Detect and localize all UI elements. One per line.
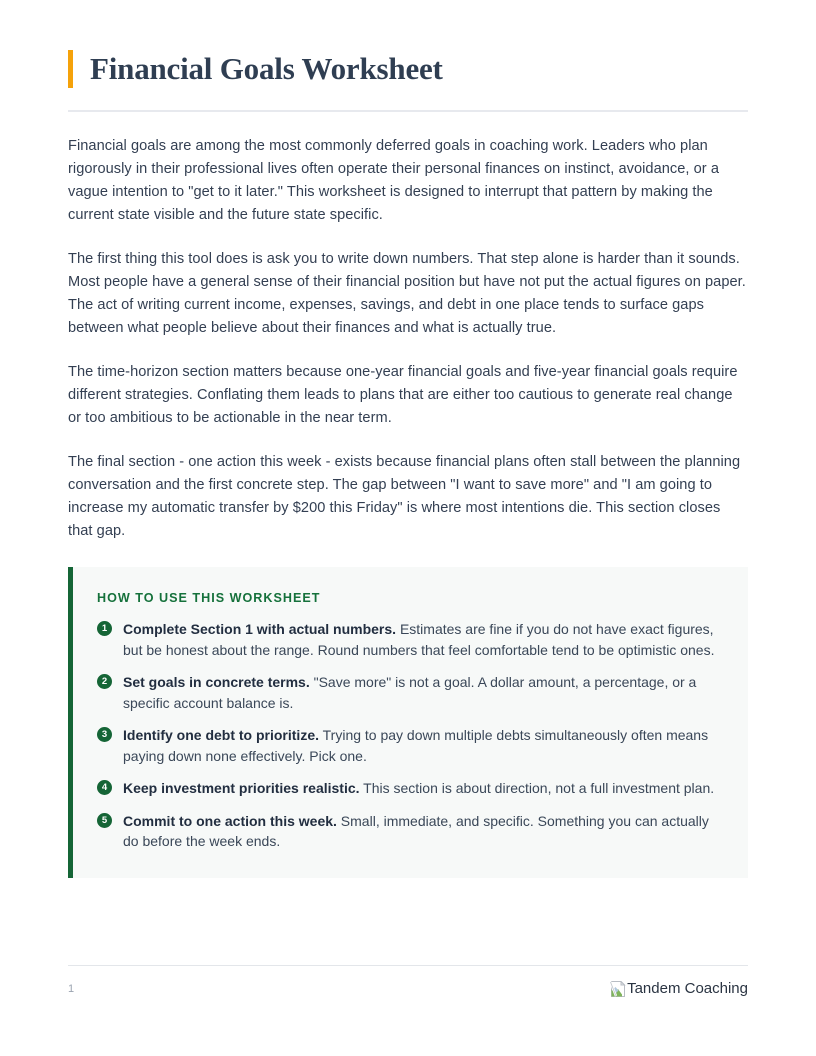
step-body-text: Small, immediate, and specific. Something you can actually do before the week ends. — [123, 812, 709, 849]
step-number-badge: 2 — [97, 674, 112, 689]
step-lead-text: Set goals in concrete terms. — [123, 674, 310, 690]
page-footer — [68, 965, 748, 998]
step-body-text: Trying to pay down multiple debts simultaneously often means paying down none effectively. Pick one. — [123, 727, 709, 764]
step-lead-text: Identify one debt to prioritize. — [123, 727, 319, 743]
step-body-text: Estimates are fine if you do not have exact figures, but be honest about the range. Round numbers that feel comfortable tend to be optimistic ones. — [123, 621, 715, 658]
callout-step-list — [97, 619, 724, 852]
paragraph-2: The first thing this tool does is ask you to write down numbers. That step alone is harder than it sounds. Most people have a general sense of their financial position but have not put the actual figures on paper. The act of writing current income, expenses, savings, and debt in one place tends to surface gaps between what people believe about their finances and what is actually true. — [68, 251, 746, 336]
paragraph-4: The final section - one action this week - exists because financial plans often stall between the planning conversation and the first concrete step. The gap between "I want to save more" and "I am going to increase my automatic transfer by $200 this Friday" is where most intentions die. This section closes that gap. — [68, 454, 741, 539]
brand-name: Tandem Coaching — [627, 980, 748, 997]
list-item — [97, 725, 724, 766]
list-item — [97, 811, 724, 852]
broken-image-icon — [610, 981, 626, 997]
title-accent-bar — [68, 50, 73, 88]
step-number-badge: 3 — [97, 727, 112, 742]
list-item — [97, 619, 724, 660]
step-number-badge: 4 — [97, 780, 112, 795]
step-lead-text: Keep investment priorities realistic. — [123, 780, 360, 796]
page-title: Financial Goals Worksheet — [90, 51, 443, 86]
footer-row — [68, 980, 748, 998]
step-body-text: This section is about direction, not a full investment plan. — [359, 780, 715, 796]
title-divider — [68, 110, 748, 112]
paragraph-1: Financial goals are among the most commonly deferred goals in coaching work. Leaders who plan rigorously in their professional lives often operate their personal finances on instinct, avoidance, or a vague intention to "get to it later." This worksheet is designed to interrupt that pattern by making the current state visible and the future state specific. — [68, 138, 719, 223]
list-item — [97, 672, 724, 713]
callout-heading: HOW TO USE THIS WORKSHEET — [97, 591, 321, 605]
step-body-text: "Save more" is not a goal. A dollar amount, a percentage, or a specific account balance is. — [123, 674, 697, 711]
step-lead-text: Complete Section 1 with actual numbers. — [123, 621, 397, 637]
how-to-use-callout — [68, 567, 748, 878]
brand-logo — [610, 980, 748, 998]
page-number: 1 — [68, 983, 75, 995]
step-number-badge: 5 — [97, 813, 112, 828]
list-item — [97, 778, 724, 799]
paragraph-3: The time-horizon section matters because one-year financial goals and five-year financial goals require different strategies. Conflating them leads to plans that are either too cautious to generate real change or too ambitious to be actionable in the near term. — [68, 364, 738, 426]
body-copy — [68, 135, 748, 543]
document-header — [68, 0, 748, 88]
footer-divider — [68, 965, 748, 966]
step-number-badge: 1 — [97, 621, 112, 636]
step-lead-text: Commit to one action this week. — [123, 812, 337, 829]
